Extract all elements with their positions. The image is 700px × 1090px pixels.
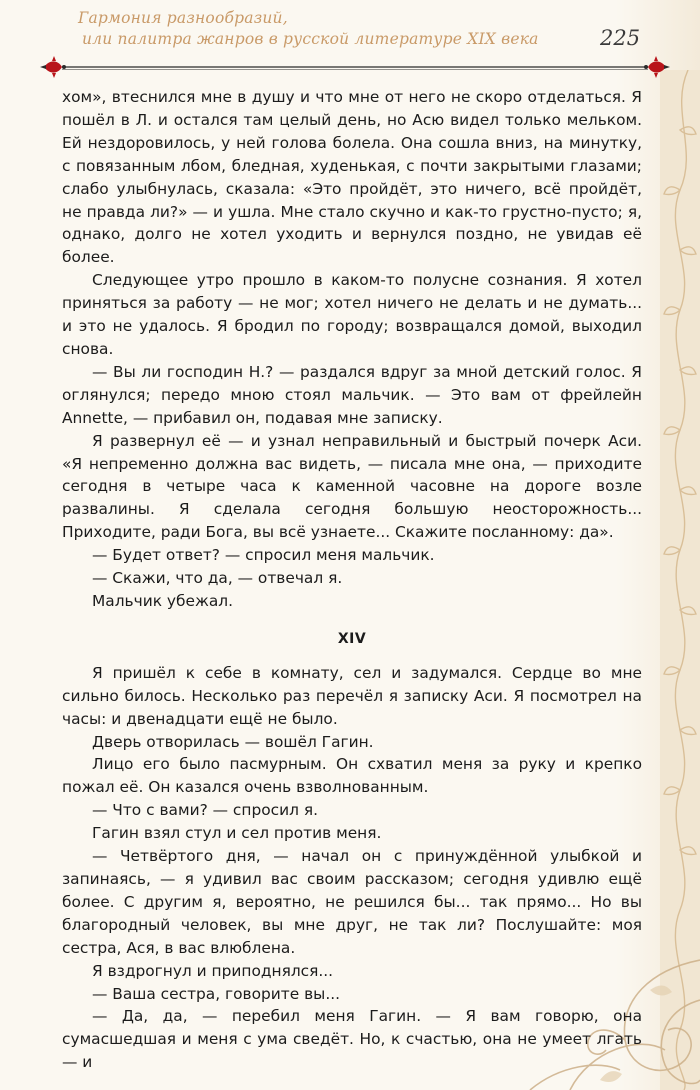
right-fleur-icon (644, 56, 670, 78)
running-title-line-1: Гармония разнообразий, (78, 9, 288, 27)
paragraph: — Скажи, что да, — отвечал я. (92, 569, 343, 588)
left-fleur-icon (40, 56, 66, 78)
paragraph: — Будет ответ? — спросил меня мальчик. (92, 546, 435, 565)
paragraph: Я пришёл к себе в комнату, сел и задумался. Сердце во мне сильно билось. Несколько раз перечёл я записку Аси. Я посмотрел на часы: и двенадцати ещё не было. (62, 663, 642, 728)
header-rule-ornament (40, 56, 670, 78)
paragraph: Лицо его было пасмурным. Он схватил меня за руку и крепко пожал её. Он казался очень взволнованным. (62, 755, 642, 797)
paragraph: — Четвёртого дня, — начал он с принуждённой улыбкой и запинаясь, — я удивил вас своим рассказом; сегодня удивлю ещё более. С другим я, вероятно, не решился бы... так прямо... Но вы благородный человек, вы мне друг, не так ли? Послушайте: моя сестра, Ася, в вас влюблена. (62, 847, 642, 957)
running-title-line-2: или палитра жанров в русской литературе XIX века (82, 30, 539, 48)
paragraph: Гагин взял стул и сел против меня. (92, 824, 382, 843)
paragraph: хом», втеснился мне в душу и что мне от него не скоро отделаться. Я пошёл в Л. и остался там целый день, но Асю видел только мельком. Ей нездоровилось, у ней голова болела. Она сошла вниз, на минутку, с повязанным лбом, бледная, худенькая, с почти закрытыми глазами; слабо улыбнулась, сказала: «Это пройдёт, это ничего, всё пройдёт, не правда ли?» — и ушла. Мне стало скучно и как-то грустно-пусто; я, однако, долго не хотел уходить и вернулся поздно, не увидав её более. (62, 88, 642, 267)
paragraph: — Вы ли господин Н.? — раздался вдруг за мной детский голос. Я оглянулся; передо мною стоял мальчик. — Это вам от фрейлейн Annette, — прибавил он, подавая мне записку. (62, 362, 642, 427)
paragraph: — Да, да, — перебил меня Гагин. — Я вам говорю, она сумасшедшая и меня с ума сведёт. Но, к счастью, она не умеет лгать — и (62, 1007, 642, 1072)
page-header (0, 0, 700, 82)
chapter-heading: XIV (337, 630, 367, 647)
paragraph: Я развернул её — и узнал неправильный и быстрый почерк Аси. «Я непременно должна вас видеть, — писала мне она, — приходите сегодня в четыре часа к каменной часовне на дороге возле развалины. Я сделала сегодня большую неосторожность... Приходите, ради Бога, вы всё узнаете... Скажите посланному: да». (62, 431, 642, 542)
page-body (62, 86, 642, 1074)
page-number: 225 (600, 26, 641, 50)
paragraph: Я вздрогнул и приподнялся... (92, 961, 334, 980)
paragraph: Дверь отворилась — вошёл Гагин. (92, 732, 374, 751)
paragraph: Следующее утро прошло в каком-то полусне сознания. Я хотел приняться за работу — не мог; хотел ничего не делать и не думать... и это не удалось. Я бродил по городу; возвращался домой, выходил снова. (62, 271, 642, 358)
paragraph: Мальчик убежал. (92, 591, 233, 610)
running-title (78, 8, 539, 50)
paragraph: — Ваша сестра, говорите вы... (92, 984, 341, 1003)
paragraph: — Что с вами? — спросил я. (92, 801, 318, 820)
